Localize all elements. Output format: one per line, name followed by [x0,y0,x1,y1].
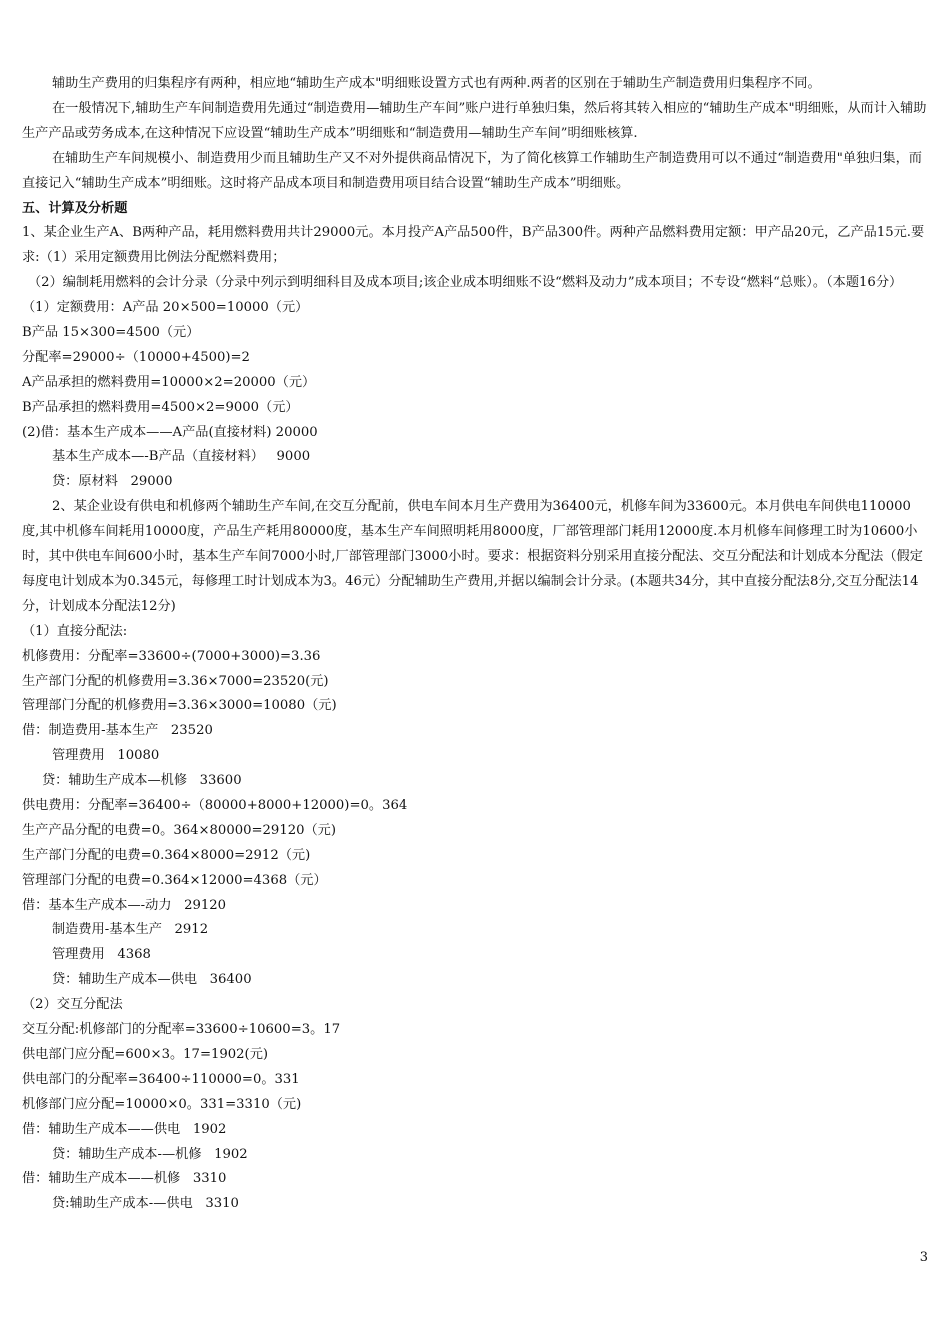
power-line: 供电费用：分配率=36400÷（80000+8000+12000)=0。364 [22,798,408,814]
paragraph-1: 辅助生产费用的归集程序有两种，相应地“辅助生产成本"明细账设置方式也有两种.两者的区别在于辅助生产制造费用归集程序不同。 [52,76,821,91]
question-1: 1、某企业生产A、B两种产品，耗用燃料费用共计29000元。本月投产A产品500件，B产品300件。两种产品燃料费用定额：甲产品20元，乙产品15元.要求:（1）采用定额费用比例法分配燃料费用； [22,225,925,266]
interactive-line: 借：辅助生产成本——供电 1902 [22,1121,227,1137]
document-page [22,72,928,1217]
q1-line: A产品承担的燃料费用=10000×2=20000（元） [22,374,316,390]
interactive-line: 机修部门应分配=10000×0。331=3310（元) [22,1096,302,1112]
paragraph-3: 在辅助生产车间规模小、制造费用少而且辅助生产又不对外提供商品情况下，为了简化核算工作辅助生产制造费用可以不通过“制造费用"单独归集，而直接记入“辅助生产成本”明细账。这时将产品成本项目和制造费用项目结合设置“辅助生产成本”明细账。 [22,150,922,191]
interactive-debit-2: 借：辅助生产成本——机修 3310 [22,1171,227,1187]
q1-line: B产品承担的燃料费用=4500×2=9000（元） [22,399,299,415]
q1-line: 分配率=29000÷（10000+4500)=2 [22,349,250,365]
section-title: 五、计算及分析题 [22,200,128,216]
repair-line: 借：制造费用-基本生产 23520 [22,723,213,739]
repair-credit-entry: 贷：辅助生产成本—机修 33600 [42,773,242,789]
power-line: 借：基本生产成本—-动力 29120 [22,897,227,913]
repair-mgmt-entry: 管理费用 10080 [52,748,160,764]
power-line: 生产产品分配的电费=0。364×80000=29120（元) [22,822,337,838]
paragraph-2: 在一般情况下,辅助生产车间制造费用先通过“制造费用—辅助生产车间”账户进行单独归集，然后将其转入相应的“辅助生产成本"明细账，从而计入辅助生产产品或劳务成本,在这种情况下应设置“辅助生产成本”明细账和“制造费用—辅助生产车间”明细账核算. [22,100,927,141]
repair-line: 机修费用：分配率=33600÷(7000+3000)=3.36 [22,648,321,664]
interactive-line: 供电部门的分配率=36400÷110000=0。331 [22,1071,300,1087]
q1-line: B产品 15×300=4500（元） [22,325,200,341]
interactive-credit-2: 贷:辅助生产成本-—供电 3310 [52,1196,239,1212]
interactive-line: 供电部门应分配=600×3。17=1902(元) [22,1046,269,1062]
q1-entry-credit: 贷：原材料 29000 [52,474,173,490]
page-number: 3 [919,1250,928,1265]
power-mfg-entry: 制造费用-基本生产 2912 [52,922,209,938]
interactive-line: 交互分配:机修部门的分配率=33600÷10600=3。17 [22,1022,341,1038]
repair-line: 生产部门分配的机修费用=3.36×7000=23520(元) [22,673,329,689]
question-2: 2、某企业设有供电和机修两个辅助生产车间,在交互分配前，供电车间本月生产费用为36400元，机修车间为33600元。本月供电车间供电110000度,其中机修车间耗用10000度，产品生产耗用80000度，基本生产车间照明耗用8000度，厂部管理部门耗用12000度.本月机修车间修理工时为10600小时，其中供电车间600小时，基本生产车间7000小时,厂部管理部门3000小时。要求：根据资料分别采用直接分配法、交互分配法和计划成本分配法（假定每度电计划成本为0.345元，每修理工时计划成本为3。46元）分配辅助生产费用,并据以编制会计分录。(本题共34分，其中直接分配法8分,交互分配法14分，计划成本分配法12分) [22,499,923,614]
power-credit-entry: 贷：辅助生产成本—供电 36400 [52,972,252,988]
power-mgmt-entry: 管理费用 4368 [52,947,151,963]
q1-entry-b: 基本生产成本—-B产品（直接材料） 9000 [52,449,311,465]
power-line: 管理部门分配的电费=0.364×12000=4368（元） [22,872,327,888]
direct-method-title: （1）直接分配法: [22,623,128,639]
question-1-requirement-2: （2）编制耗用燃料的会计分录（分录中列示到明细科目及成本项目;该企业成本明细账不设“燃料及动力”成本项目；不专设“燃料“总账）。（本题16分） [28,275,903,291]
interactive-credit-1: 贷：辅助生产成本-—机修 1902 [52,1146,248,1162]
q1-line: （1）定额费用：A产品 20×500=10000（元） [22,300,309,316]
interactive-method-title: （2）交互分配法 [22,997,123,1013]
power-line: 生产部门分配的电费=0.364×8000=2912（元) [22,847,311,863]
q1-line: (2)借：基本生产成本——A产品(直接材料) 20000 [22,424,318,440]
repair-line: 管理部门分配的机修费用=3.36×3000=10080（元) [22,698,337,714]
